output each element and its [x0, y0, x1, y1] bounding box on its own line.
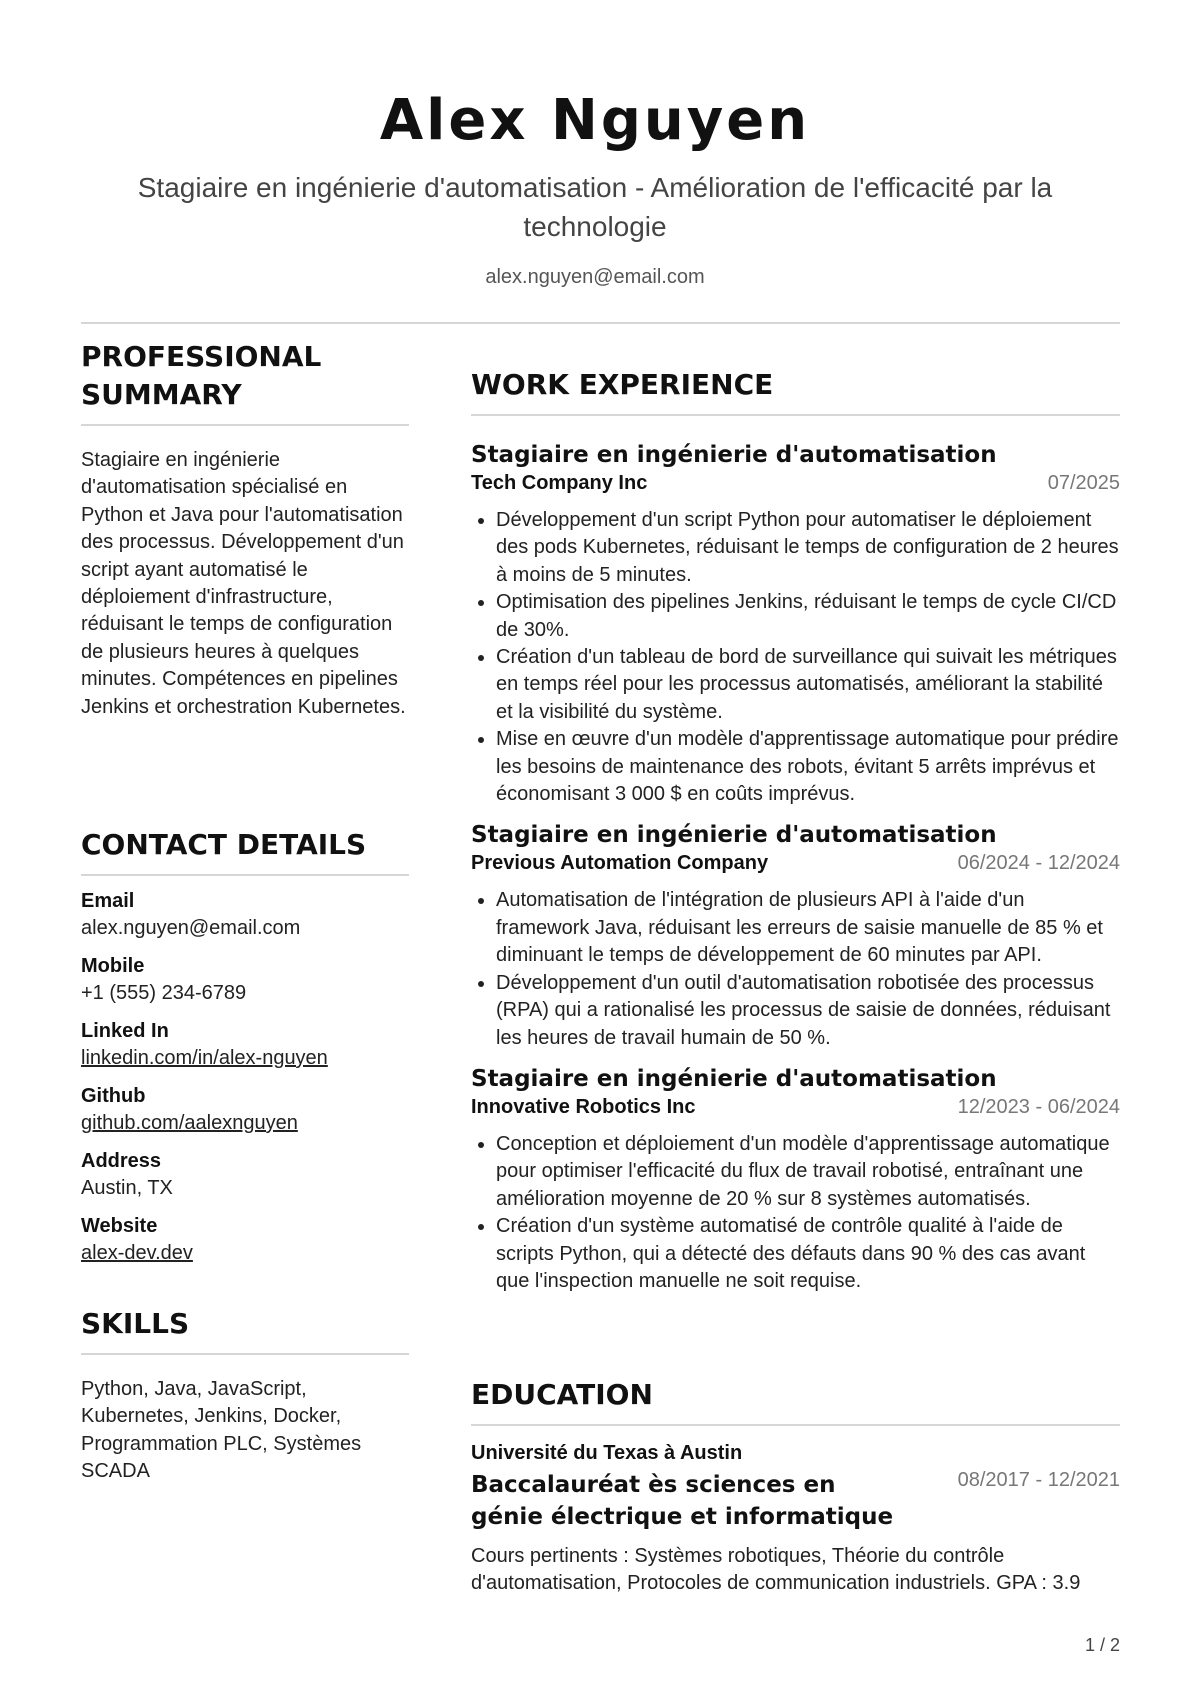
skills-divider — [81, 1353, 409, 1355]
job-entry — [471, 820, 1120, 1051]
summary-divider — [81, 424, 409, 426]
contact-label: Linked In — [81, 1020, 169, 1042]
education-degree-row — [471, 1469, 1120, 1533]
job-title: Stagiaire en ingénierie d'automatisation — [471, 442, 997, 468]
job-dates: 12/2023 - 06/2024 — [957, 1095, 1120, 1118]
job-company: Previous Automation Company — [471, 852, 769, 875]
job-bullet: • Développement d'un script Python pour automatiser le déploiement des pods Kubernetes, réduisant le temps de configuration de 2 heures à moins de 5 minutes. — [496, 507, 1120, 589]
education-degree: Baccalauréat ès sciences en génie électrique et informatique — [471, 1472, 894, 1530]
experience-divider — [471, 414, 1120, 416]
education-heading: EDUCATION — [471, 1378, 653, 1411]
contact-label: Github — [81, 1085, 146, 1107]
contact-address-value: Austin, TX — [81, 1177, 173, 1199]
contact-label: Address — [81, 1150, 162, 1172]
job-dates: 06/2024 - 12/2024 — [957, 852, 1120, 875]
job-entry — [471, 440, 1120, 808]
job-bullet: • Création d'un tableau de bord de surveillance qui suivait les métriques en temps réel pour les processus automatisés, améliorant la stabilité et la visibilité du système. — [496, 644, 1120, 726]
contact-label: Website — [81, 1215, 158, 1237]
contact-address — [81, 1148, 409, 1202]
job-bullets — [471, 887, 1120, 1051]
job-bullet: • Optimisation des pipelines Jenkins, réduisant le temps de cycle CI/CD de 30%. — [496, 589, 1120, 644]
contact-label: Mobile — [81, 955, 145, 977]
header-divider — [81, 322, 1120, 324]
github-link[interactable]: github.com/aalexnguyen — [81, 1112, 298, 1134]
candidate-headline: Stagiaire en ingénierie d'automatisation - Amélioration de l'efficacité par la technologie — [137, 172, 1053, 242]
job-dates: 07/2025 — [1047, 472, 1120, 494]
job-bullets — [471, 1131, 1120, 1295]
summary-text: Stagiaire en ingénierie d'automatisation spécialisé en Python et Java pour l'automatisation des processus. Développement d'un script ayant automatisé le déploiement d'infrastructure, réduisant le temps de configuration de plusieurs heures à quelques minutes. Compétences en pipelines Jenkins et orchestration Kubernetes. — [81, 449, 406, 718]
job-bullet: • Automatisation de l'intégration de plusieurs API à l'aide d'un framework Java, réduisant les erreurs de saisie manuelle de 85 % et diminuant le temps de développement de 60 minutes par API. — [496, 887, 1120, 969]
contact-list — [81, 888, 409, 1267]
job-bullet: • Conception et déploiement d'un modèle d'apprentissage automatique pour optimiser l'efficacité du flux de travail robotisé, entraînant une amélioration moyenne de 20 % sur 8 systèmes automatisés. — [496, 1131, 1120, 1213]
skills-section — [81, 1305, 409, 1486]
summary-heading: PROFESSIONAL SUMMARY — [81, 340, 322, 411]
skills-text: Python, Java, JavaScript, Kubernetes, Jenkins, Docker, Programmation PLC, Systèmes SCADA — [81, 1378, 362, 1483]
contact-github — [81, 1083, 409, 1137]
job-meta — [471, 850, 1120, 877]
education-school: Université du Texas à Austin — [471, 1442, 743, 1464]
skills-heading: SKILLS — [81, 1307, 190, 1340]
contact-mobile-value: +1 (555) 234-6789 — [81, 982, 247, 1004]
job-company: Tech Company Inc — [471, 472, 648, 494]
summary-section — [81, 338, 409, 721]
experience-heading: WORK EXPERIENCE — [471, 368, 774, 401]
contact-section — [81, 826, 409, 1278]
job-title: Stagiaire en ingénierie d'automatisation — [471, 822, 997, 849]
contact-email-value: alex.nguyen@email.com — [81, 917, 301, 939]
contact-linkedin — [81, 1018, 409, 1072]
job-meta — [471, 470, 1120, 497]
job-bullet: • Mise en œuvre d'un modèle d'apprentissage automatique pour prédire les besoins de maintenance des robots, évitant 5 arrêts imprévus et économisant 3 000 $ en coûts imprévus. — [496, 726, 1120, 808]
contact-mobile — [81, 953, 409, 1007]
contact-website — [81, 1213, 409, 1267]
website-link[interactable]: alex-dev.dev — [81, 1242, 193, 1264]
education-dates: 08/2017 - 12/2021 — [957, 1469, 1120, 1491]
education-divider — [471, 1424, 1120, 1426]
experience-section — [471, 366, 1120, 1295]
contact-email — [81, 888, 409, 942]
linkedin-link[interactable]: linkedin.com/in/alex-nguyen — [81, 1047, 328, 1069]
job-bullet: • Développement d'un outil d'automatisation robotisée des processus (RPA) qui a rationalisé les processus de saisie de données, réduisant les heures de travail humain de 50 %. — [496, 970, 1120, 1052]
contact-label: Email — [81, 890, 135, 912]
education-section — [471, 1376, 1120, 1598]
contact-divider — [81, 874, 409, 876]
job-title: Stagiaire en ingénierie d'automatisation — [471, 1065, 997, 1092]
page-number: 1 / 2 — [1084, 1635, 1120, 1655]
job-bullets — [471, 507, 1120, 808]
education-details: Cours pertinents : Systèmes robotiques, Théorie du contrôle d'automatisation, Protocoles de communication industriels. GPA : 3.9 — [471, 1545, 1081, 1595]
header-email: alex.nguyen@email.com — [485, 266, 705, 288]
candidate-name: Alex Nguyen — [379, 88, 811, 153]
job-bullet: • Création d'un système automatisé de contrôle qualité à l'aide de scripts Python, qui a détecté des défauts dans 90 % des cas avant que l'inspection manuelle ne soit requise. — [496, 1213, 1120, 1295]
job-entry — [471, 1064, 1120, 1295]
contact-heading: CONTACT DETAILS — [81, 828, 367, 861]
job-company: Innovative Robotics Inc — [471, 1095, 696, 1118]
job-meta — [471, 1094, 1120, 1121]
